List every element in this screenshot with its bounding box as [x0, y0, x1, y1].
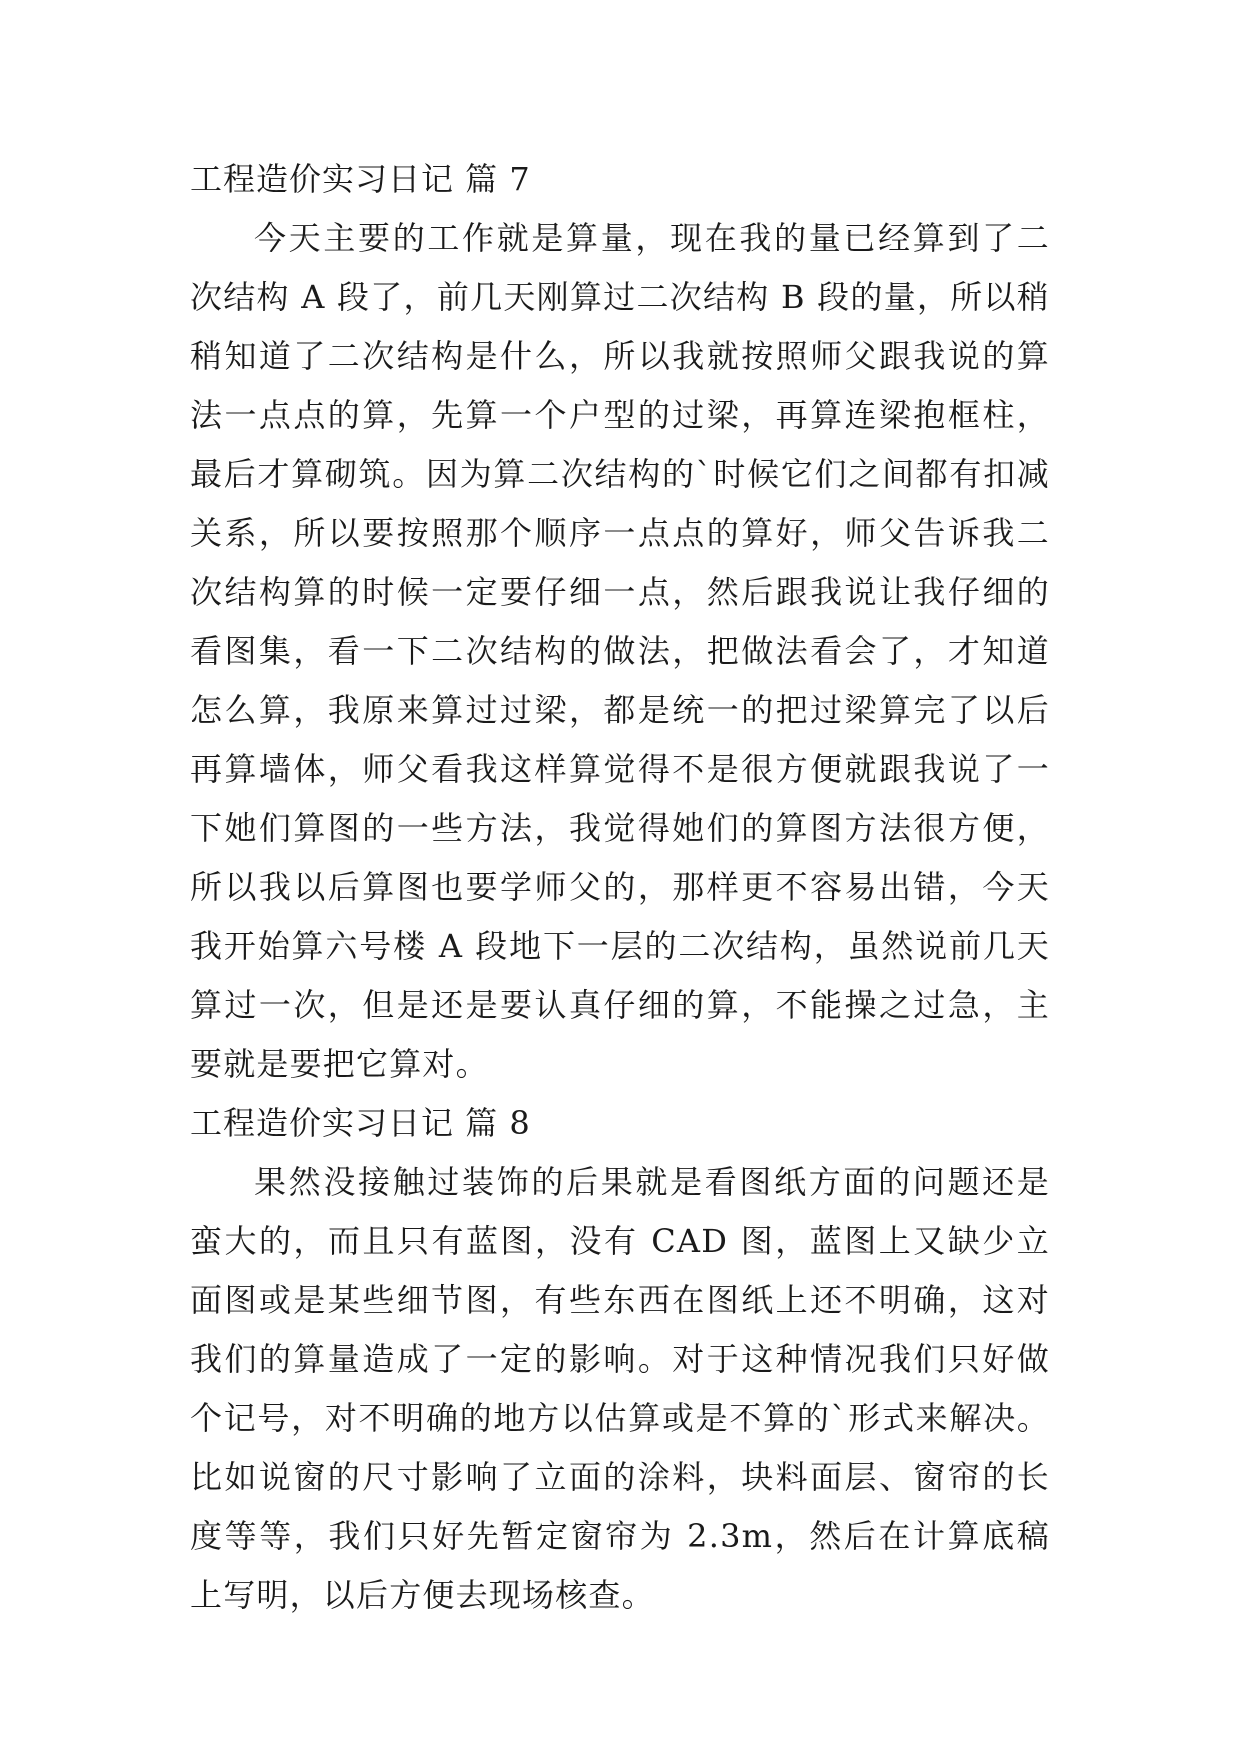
entry-paragraph: 果然没接触过装饰的后果就是看图纸方面的问题还是蛮大的，而且只有蓝图，没有 CAD 图，蓝图上又缺少立面图或是某些细节图，有些东西在图纸上还不明确，这对我们的算量造成了一定的影响。对于这种情况我们只好做个记号，对不明确的地方以估算或是不算的`形式来解决。比如说窗的尺寸影响了立面的涂料，块料面层、窗帘的长度等等，我们只好先暂定窗帘为 2.3m，然后在计算底稿上写明，以后方便去现场核查。 [190, 1163, 1050, 1614]
document-content [190, 150, 1050, 1625]
entry-paragraph: 今天主要的工作就是算量，现在我的量已经算到了二次结构 A 段了，前几天刚算过二次结构 B 段的量，所以稍稍知道了二次结构是什么，所以我就按照师父跟我说的算法一点点的算，先算一个户型的过梁，再算连梁抱框柱，最后才算砌筑。因为算二次结构的`时候它们之间都有扣减关系，所以要按照那个顺序一点点的算好，师父告诉我二次结构算的时候一定要仔细一点，然后跟我说让我仔细的看图集，看一下二次结构的做法，把做法看会了，才知道怎么算，我原来算过过梁，都是统一的把过梁算完了以后再算墙体，师父看我这样算觉得不是很方便就跟我说了一下她们算图的一些方法，我觉得她们的算图方法很方便，所以我以后算图也要学师父的，那样更不容易出错，今天我开始算六号楼 A 段地下一层的二次结构，虽然说前几天算过一次，但是还是要认真仔细的算，不能操之过急，主要就是要把它算对。 [190, 219, 1050, 1083]
entry-heading: 工程造价实习日记 篇 8 [190, 1104, 531, 1142]
entry-heading: 工程造价实习日记 篇 7 [190, 160, 531, 198]
